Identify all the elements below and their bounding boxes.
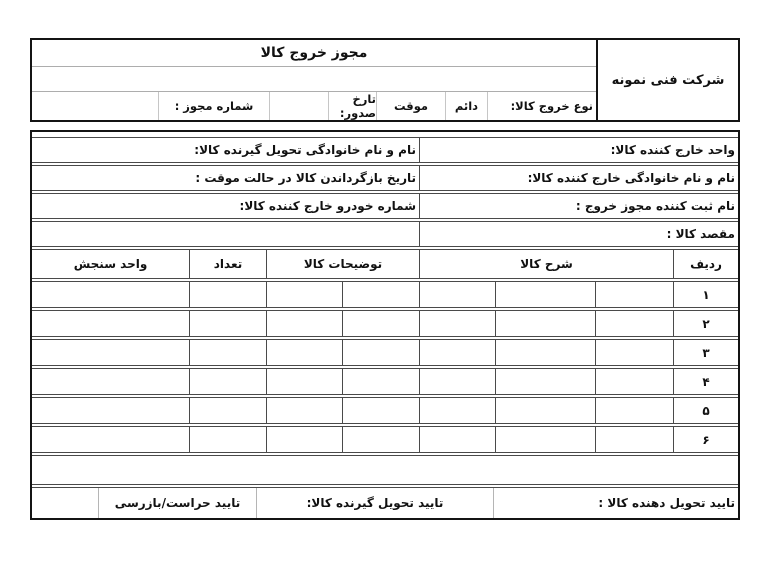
description-cell[interactable]	[595, 311, 673, 336]
description-cell[interactable]	[595, 398, 673, 423]
table-row	[32, 310, 738, 337]
unit-cell[interactable]	[32, 311, 189, 336]
unit-cell[interactable]	[32, 340, 189, 365]
details-cell[interactable]	[342, 427, 419, 452]
quantity-cell[interactable]	[189, 311, 266, 336]
col-header-details: توضیحات کالا	[266, 250, 419, 278]
description-cell[interactable]	[595, 369, 673, 394]
table-row	[32, 426, 738, 453]
temporary-option: موقت	[376, 92, 445, 120]
details-cell[interactable]	[342, 398, 419, 423]
table-row	[32, 339, 738, 366]
form-body-section	[30, 130, 740, 520]
details-cell[interactable]	[342, 282, 419, 307]
description-cell[interactable]	[419, 398, 495, 423]
unit-cell[interactable]	[32, 369, 189, 394]
issue-date-value-space[interactable]	[269, 92, 328, 120]
details-cell[interactable]	[266, 340, 342, 365]
description-cell[interactable]	[419, 340, 495, 365]
info-row-exporting-unit	[32, 137, 738, 163]
description-cell[interactable]	[495, 340, 595, 365]
description-cell[interactable]	[595, 282, 673, 307]
row-number: ۲	[673, 311, 738, 336]
destination-value-space[interactable]	[32, 222, 419, 246]
description-cell[interactable]	[419, 369, 495, 394]
permit-number-value-space[interactable]	[32, 92, 158, 120]
destination-label: مقصد کالا :	[419, 222, 738, 246]
description-cell[interactable]	[495, 427, 595, 452]
table-row	[32, 281, 738, 308]
security-approval-label: تایید حراست/بازرسی	[98, 488, 256, 518]
form-title: مجوز خروج کالا	[32, 40, 596, 67]
deliverer-approval-label: تایید تحویل دهنده کالا :	[493, 488, 738, 518]
exit-type-label: نوع خروج کالا:	[487, 92, 596, 120]
details-cell[interactable]	[266, 398, 342, 423]
description-cell[interactable]	[495, 282, 595, 307]
security-approval-space[interactable]	[32, 488, 98, 518]
receiver-name-label: نام و نام خانوادگی تحویل گیرنده کالا:	[194, 143, 416, 157]
unit-cell[interactable]	[32, 427, 189, 452]
permanent-option: دائم	[445, 92, 487, 120]
description-cell[interactable]	[595, 427, 673, 452]
details-cell[interactable]	[342, 340, 419, 365]
description-cell[interactable]	[495, 311, 595, 336]
row-number: ۴	[673, 369, 738, 394]
details-cell[interactable]	[266, 369, 342, 394]
exporting-unit-label: واحد خارج کننده کالا:	[419, 138, 738, 162]
unit-cell[interactable]	[32, 282, 189, 307]
description-cell[interactable]	[495, 369, 595, 394]
details-cell[interactable]	[266, 282, 342, 307]
row-number: ۱	[673, 282, 738, 307]
signature-space[interactable]	[32, 455, 738, 485]
unit-cell[interactable]	[32, 398, 189, 423]
quantity-cell[interactable]	[189, 369, 266, 394]
details-cell[interactable]	[266, 311, 342, 336]
approvals-row	[32, 487, 738, 518]
quantity-cell[interactable]	[189, 340, 266, 365]
receiver-approval-label: تایید تحویل گیرنده کالا:	[256, 488, 493, 518]
registrar-name-label: نام ثبت کننده مجوز خروج :	[419, 194, 738, 218]
items-table-header	[32, 249, 738, 279]
form-header-section	[30, 38, 740, 122]
details-cell[interactable]	[342, 369, 419, 394]
row-number: ۵	[673, 398, 738, 423]
permit-number-label: شماره مجوز :	[158, 92, 269, 120]
company-name: شرکت فنی نمونه	[596, 40, 738, 120]
col-header-row-number: ردیف	[673, 250, 738, 278]
row-number: ۳	[673, 340, 738, 365]
info-row-registrar	[32, 193, 738, 219]
exporter-name-label: نام و نام خانوادگی خارج کننده کالا:	[419, 166, 738, 190]
details-cell[interactable]	[342, 311, 419, 336]
quantity-cell[interactable]	[189, 398, 266, 423]
info-row-exporter-name	[32, 165, 738, 191]
details-cell[interactable]	[266, 427, 342, 452]
description-cell[interactable]	[419, 427, 495, 452]
col-header-description: شرح کالا	[419, 250, 673, 278]
description-cell[interactable]	[495, 398, 595, 423]
info-row-destination	[32, 221, 738, 247]
header-blank-row	[32, 67, 596, 92]
col-header-quantity: تعداد	[189, 250, 266, 278]
header-left-area	[32, 40, 596, 120]
quantity-cell[interactable]	[189, 427, 266, 452]
description-cell[interactable]	[419, 282, 495, 307]
issue-date-label: تارخ صدور:	[328, 92, 376, 120]
description-cell[interactable]	[595, 340, 673, 365]
row-number: ۶	[673, 427, 738, 452]
table-row	[32, 368, 738, 395]
description-cell[interactable]	[419, 311, 495, 336]
quantity-cell[interactable]	[189, 282, 266, 307]
col-header-unit: واحد سنجش	[73, 257, 148, 271]
vehicle-number-label: شماره خودرو خارج کننده کالا:	[239, 199, 416, 213]
table-row	[32, 397, 738, 424]
exit-type-row	[32, 92, 596, 120]
return-date-label: تاریخ بازگرداندن کالا در حالت موقت :	[195, 171, 416, 185]
